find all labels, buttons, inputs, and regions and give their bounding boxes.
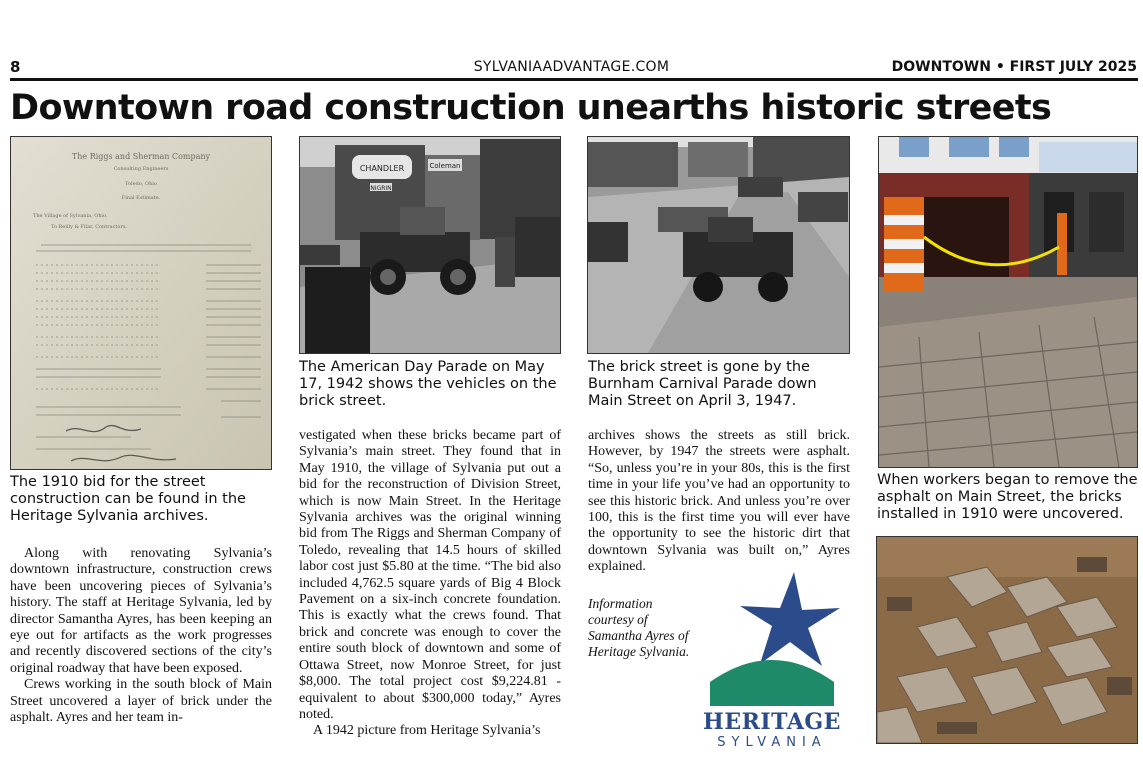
bid-document-image [11,137,271,469]
parade-1942-photo [299,136,561,354]
heritage-sylvania-logo [702,570,842,750]
coleman-sign: Coleman [429,162,461,170]
page-number: 8 [10,58,21,76]
section-date: DOWNTOWN • FIRST JULY 2025 [891,59,1137,75]
logo-heritage-text: HERITAGE [703,709,841,735]
logo-sylvania-text: SYLVANIA [717,735,827,750]
article-column-2 [299,428,561,740]
article-paragraph: Along with renovating Sylvania’s downtown infrastructure, construction crews have been uncovering pieces of Sylvania’s history. The staff at Heritage Sylvania, led by director Samantha Ayres, has been keeping an eye out for artifacts as the work progresses and recently discovered sections of the city’s original roadway that have been exposed. [10,546,272,676]
doc-contractor-line: To Reilly & Filar, Contractors. [51,224,127,230]
article-paragraph: vestigated when these bricks became part of Sylvania’s main street. They found that in May 1910, the village of Sylvania put out a bid for the reconstruction of Division Street, which is now Main Street. In the Heritage Sylvania archives was the original winning bid from The Riggs and Sherman Company of Toledo, revealing that 14.5 hours of skilled labor cost just $5.80 at the time. “The bid also included 4,762.5 square yards of Big 4 Block Pavement on a six-inch concrete foundation. This is exactly what the crews found. That brick and concrete was enough to cover the entire south block of downtown and some of Ottawa Street, now Monroe Street, for just $8,000. The total project cost $9,224.81 - equivalent to about $300,000 today,” Ayres noted. [299,428,561,722]
info-credit: Information courtesy of Samantha Ayres of Heritage Sylvania. [588,596,690,659]
doc-subhead: Consulting Engineers [113,166,169,172]
doc-city: Toledo, Ohio [125,181,157,187]
bid-document-caption: The 1910 bid for the street construction can be found in the Heritage Sylvania archives. [10,474,246,524]
parade-1947-image [588,137,849,353]
logo-star-icon [702,570,842,706]
doc-letterhead: The Riggs and Sherman Company [71,152,211,161]
brick-rubble-image [877,537,1137,743]
parade-1947-photo [587,136,850,354]
bricks-uncovered-caption: When workers began to remove the asphalt on Main Street, the bricks installed in 1910 were uncovered. [877,472,1138,522]
chandler-sign: CHANDLER [359,164,405,173]
headline: Downtown road construction unearths historic streets [10,88,1052,128]
article-paragraph: archives shows the streets as still brick. However, by 1947 the streets were asphalt. “So, unless you’re in your 80s, this is the first time in your life you’ve had an opportunity to see this historic brick. And unless you’re over 100, this is the first time you will ever have the opportunity to see the historic dirt that downtown Sylvania was built on,” Ayres explained. [588,428,850,575]
article-paragraph: A 1942 picture from Heritage Sylvania’s [313,723,541,739]
bricks-uncovered-image [879,137,1137,467]
bid-document-photo [10,136,272,470]
nigrin-sign: NIGRIN [370,185,392,192]
parade-1942-image [300,137,560,353]
doc-to-line: The Village of Sylvania, Ohio. [33,213,108,219]
header-rule [10,78,1138,81]
article-paragraph: Crews working in the south block of Main Street uncovered a layer of brick under the asphalt. Ayres and her team in- [10,677,272,726]
site-name: SYLVANIAADVANTAGE.COM [473,59,670,75]
parade-1947-caption: The brick street is gone by the Burnham Carnival Parade down Main Street on April 3, 1947. [588,359,817,409]
article-column-3 [588,428,850,576]
brick-rubble-photo [876,536,1138,744]
doc-estimate: Final Estimate. [121,195,161,201]
parade-1942-caption: The American Day Parade on May 17, 1942 shows the vehicles on the brick street. [299,359,557,409]
bricks-uncovered-photo [878,136,1138,468]
article-column-1 [10,546,272,726]
